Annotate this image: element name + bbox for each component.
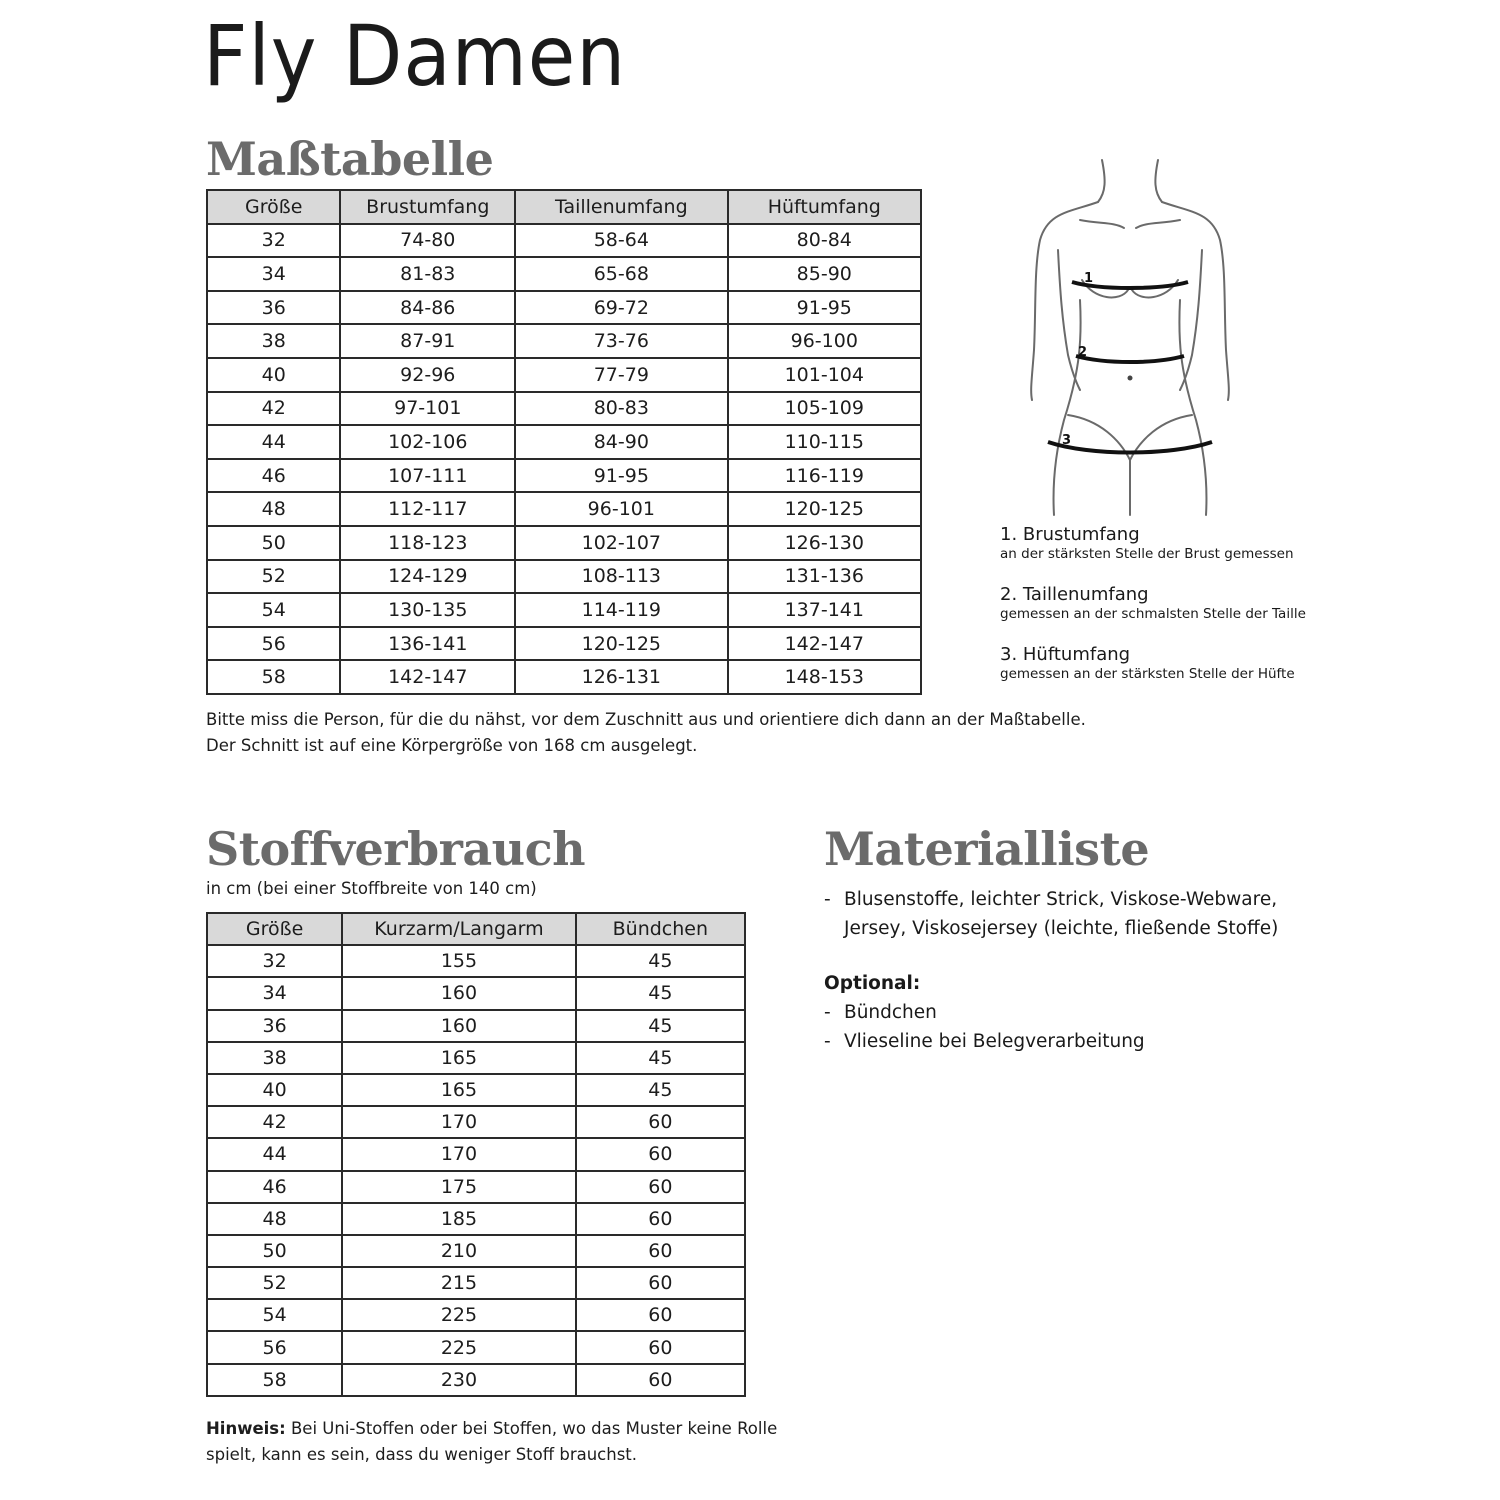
table-cell: 96-101 bbox=[515, 492, 727, 526]
table-cell: 118-123 bbox=[340, 526, 515, 560]
table-row bbox=[207, 660, 921, 694]
optional-item: Vlieseline bei Belegverarbeitung bbox=[844, 1031, 1145, 1052]
list-dash: - bbox=[824, 1031, 831, 1052]
table-cell: 60 bbox=[576, 1106, 745, 1138]
column-header: Kurzarm/Langarm bbox=[342, 913, 575, 945]
table-cell: 50 bbox=[207, 526, 340, 560]
table-cell: 230 bbox=[342, 1364, 575, 1396]
table-row bbox=[207, 1042, 745, 1074]
table-cell: 225 bbox=[342, 1299, 575, 1331]
table-cell: 32 bbox=[207, 945, 342, 977]
table-row bbox=[207, 425, 921, 459]
legend-description: gemessen an der stärksten Stelle der Hüfte bbox=[1000, 666, 1295, 682]
fabric-table bbox=[206, 912, 746, 1397]
table-cell: 155 bbox=[342, 945, 575, 977]
table-cell: 45 bbox=[576, 1010, 745, 1042]
table-cell: 101-104 bbox=[728, 358, 921, 392]
materials-list bbox=[824, 885, 1278, 1056]
table-row bbox=[207, 977, 745, 1009]
table-cell: 60 bbox=[576, 1138, 745, 1170]
table-cell: 40 bbox=[207, 358, 340, 392]
table-cell: 36 bbox=[207, 291, 340, 325]
legend-title: 1. Brustumfang bbox=[1000, 524, 1140, 545]
table-cell: 170 bbox=[342, 1138, 575, 1170]
table-row bbox=[207, 1074, 745, 1106]
table-cell: 58 bbox=[207, 660, 340, 694]
size-chart-note bbox=[206, 707, 1086, 759]
table-cell: 112-117 bbox=[340, 492, 515, 526]
table-row bbox=[207, 291, 921, 325]
column-header: Brustumfang bbox=[340, 190, 515, 224]
table-cell: 110-115 bbox=[728, 425, 921, 459]
table-row bbox=[207, 1106, 745, 1138]
table-row bbox=[207, 526, 921, 560]
table-cell: 170 bbox=[342, 1106, 575, 1138]
table-cell: 48 bbox=[207, 1203, 342, 1235]
table-cell: 96-100 bbox=[728, 324, 921, 358]
table-cell: 45 bbox=[576, 1042, 745, 1074]
table-cell: 45 bbox=[576, 1074, 745, 1106]
table-cell: 50 bbox=[207, 1235, 342, 1267]
legend-description: gemessen an der schmalsten Stelle der Taille bbox=[1000, 606, 1306, 622]
list-item bbox=[824, 885, 1278, 943]
table-cell: 185 bbox=[342, 1203, 575, 1235]
column-header: Hüftumfang bbox=[728, 190, 921, 224]
table-cell: 60 bbox=[576, 1235, 745, 1267]
body-measurement-figure bbox=[1010, 150, 1250, 520]
legend-description: an der stärksten Stelle der Brust gemessen bbox=[1000, 546, 1294, 562]
list-item bbox=[824, 998, 1278, 1027]
material-line: Jersey, Viskosejersey (leichte, fließende Stoffe) bbox=[844, 918, 1279, 939]
table-cell: 165 bbox=[342, 1042, 575, 1074]
page-title: Fly Damen bbox=[203, 7, 627, 105]
table-row bbox=[207, 1235, 745, 1267]
table-cell: 52 bbox=[207, 560, 340, 594]
hint-label: Hinweis: bbox=[206, 1419, 286, 1438]
fabric-subheading: in cm (bei einer Stoffbreite von 140 cm) bbox=[206, 879, 537, 898]
fabric-hint bbox=[206, 1416, 777, 1468]
table-cell: 32 bbox=[207, 224, 340, 258]
table-cell: 54 bbox=[207, 1299, 342, 1331]
table-cell: 81-83 bbox=[340, 257, 515, 291]
table-cell: 60 bbox=[576, 1203, 745, 1235]
table-cell: 126-130 bbox=[728, 526, 921, 560]
table-cell: 102-107 bbox=[515, 526, 727, 560]
table-cell: 105-109 bbox=[728, 392, 921, 426]
table-cell: 34 bbox=[207, 977, 342, 1009]
table-cell: 52 bbox=[207, 1267, 342, 1299]
table-cell: 38 bbox=[207, 324, 340, 358]
table-cell: 102-106 bbox=[340, 425, 515, 459]
note-line: Bitte miss die Person, für die du nähst, vor dem Zuschnitt aus und orientiere dich dann an der Maßtabelle. bbox=[206, 710, 1086, 729]
table-cell: 45 bbox=[576, 977, 745, 1009]
table-cell: 225 bbox=[342, 1331, 575, 1363]
legend-item bbox=[1000, 644, 1306, 683]
table-row bbox=[207, 1203, 745, 1235]
table-cell: 80-84 bbox=[728, 224, 921, 258]
table-cell: 87-91 bbox=[340, 324, 515, 358]
bust-marker: 1 bbox=[1084, 271, 1094, 286]
table-cell: 120-125 bbox=[728, 492, 921, 526]
legend-title: 2. Taillenumfang bbox=[1000, 584, 1149, 605]
list-dash: - bbox=[824, 1002, 831, 1023]
table-row bbox=[207, 1331, 745, 1363]
table-cell: 42 bbox=[207, 392, 340, 426]
table-cell: 97-101 bbox=[340, 392, 515, 426]
table-cell: 175 bbox=[342, 1171, 575, 1203]
table-cell: 142-147 bbox=[728, 627, 921, 661]
fabric-heading: Stoffverbrauch bbox=[206, 822, 586, 876]
table-cell: 215 bbox=[342, 1267, 575, 1299]
list-item bbox=[824, 1027, 1278, 1056]
table-cell: 85-90 bbox=[728, 257, 921, 291]
table-cell: 160 bbox=[342, 977, 575, 1009]
table-cell: 48 bbox=[207, 492, 340, 526]
table-cell: 92-96 bbox=[340, 358, 515, 392]
table-cell: 60 bbox=[576, 1364, 745, 1396]
table-cell: 91-95 bbox=[515, 459, 727, 493]
table-row bbox=[207, 1267, 745, 1299]
size-chart-table bbox=[206, 189, 922, 695]
table-cell: 160 bbox=[342, 1010, 575, 1042]
table-cell: 165 bbox=[342, 1074, 575, 1106]
hip-marker: 3 bbox=[1062, 433, 1072, 448]
table-cell: 116-119 bbox=[728, 459, 921, 493]
note-line: Der Schnitt ist auf eine Körpergröße von 168 cm ausgelegt. bbox=[206, 736, 698, 755]
table-row bbox=[207, 492, 921, 526]
table-cell: 131-136 bbox=[728, 560, 921, 594]
table-cell: 60 bbox=[576, 1267, 745, 1299]
table-row bbox=[207, 627, 921, 661]
table-cell: 80-83 bbox=[515, 392, 727, 426]
table-row bbox=[207, 324, 921, 358]
table-cell: 44 bbox=[207, 1138, 342, 1170]
table-row bbox=[207, 459, 921, 493]
table-cell: 107-111 bbox=[340, 459, 515, 493]
table-row bbox=[207, 1010, 745, 1042]
column-header: Größe bbox=[207, 913, 342, 945]
legend-item bbox=[1000, 584, 1306, 623]
table-row bbox=[207, 560, 921, 594]
list-dash: - bbox=[824, 889, 831, 910]
table-cell: 73-76 bbox=[515, 324, 727, 358]
column-header: Größe bbox=[207, 190, 340, 224]
table-cell: 36 bbox=[207, 1010, 342, 1042]
optional-item: Bündchen bbox=[844, 1002, 937, 1023]
table-cell: 58-64 bbox=[515, 224, 727, 258]
optional-label: Optional: bbox=[824, 973, 921, 994]
table-cell: 56 bbox=[207, 627, 340, 661]
hint-text: spielt, kann es sein, dass du weniger Stoff brauchst. bbox=[206, 1445, 638, 1464]
table-cell: 210 bbox=[342, 1235, 575, 1267]
table-header-row bbox=[207, 913, 745, 945]
size-chart-heading: Maßtabelle bbox=[206, 132, 494, 186]
table-cell: 40 bbox=[207, 1074, 342, 1106]
table-cell: 60 bbox=[576, 1171, 745, 1203]
table-cell: 69-72 bbox=[515, 291, 727, 325]
table-cell: 45 bbox=[576, 945, 745, 977]
table-cell: 126-131 bbox=[515, 660, 727, 694]
table-cell: 77-79 bbox=[515, 358, 727, 392]
table-cell: 58 bbox=[207, 1364, 342, 1396]
table-cell: 108-113 bbox=[515, 560, 727, 594]
table-cell: 60 bbox=[576, 1331, 745, 1363]
table-cell: 65-68 bbox=[515, 257, 727, 291]
table-row bbox=[207, 1171, 745, 1203]
waist-marker: 2 bbox=[1078, 345, 1088, 360]
column-header: Bündchen bbox=[576, 913, 745, 945]
material-line: Blusenstoffe, leichter Strick, Viskose-Webware, bbox=[844, 889, 1278, 910]
table-cell: 148-153 bbox=[728, 660, 921, 694]
table-cell: 130-135 bbox=[340, 593, 515, 627]
table-row bbox=[207, 593, 921, 627]
table-cell: 38 bbox=[207, 1042, 342, 1074]
table-cell: 42 bbox=[207, 1106, 342, 1138]
materials-heading: Materialliste bbox=[824, 822, 1150, 876]
table-cell: 44 bbox=[207, 425, 340, 459]
table-cell: 60 bbox=[576, 1299, 745, 1331]
legend-item bbox=[1000, 524, 1306, 563]
table-cell: 137-141 bbox=[728, 593, 921, 627]
table-cell: 46 bbox=[207, 1171, 342, 1203]
table-cell: 136-141 bbox=[340, 627, 515, 661]
table-cell: 84-90 bbox=[515, 425, 727, 459]
column-header: Taillenumfang bbox=[515, 190, 727, 224]
table-cell: 114-119 bbox=[515, 593, 727, 627]
legend-title: 3. Hüftumfang bbox=[1000, 644, 1131, 665]
table-cell: 54 bbox=[207, 593, 340, 627]
table-cell: 46 bbox=[207, 459, 340, 493]
table-cell: 84-86 bbox=[340, 291, 515, 325]
table-cell: 142-147 bbox=[340, 660, 515, 694]
table-cell: 124-129 bbox=[340, 560, 515, 594]
table-cell: 120-125 bbox=[515, 627, 727, 661]
table-row bbox=[207, 1364, 745, 1396]
table-cell: 91-95 bbox=[728, 291, 921, 325]
table-header-row bbox=[207, 190, 921, 224]
table-row bbox=[207, 1299, 745, 1331]
table-row bbox=[207, 392, 921, 426]
table-row bbox=[207, 358, 921, 392]
table-row bbox=[207, 257, 921, 291]
hint-text: Bei Uni-Stoffen oder bei Stoffen, wo das Muster keine Rolle bbox=[290, 1419, 778, 1438]
figure-legend bbox=[1000, 524, 1306, 683]
table-row bbox=[207, 945, 745, 977]
table-row bbox=[207, 1138, 745, 1170]
table-cell: 34 bbox=[207, 257, 340, 291]
table-cell: 56 bbox=[207, 1331, 342, 1363]
table-row bbox=[207, 224, 921, 258]
table-cell: 74-80 bbox=[340, 224, 515, 258]
